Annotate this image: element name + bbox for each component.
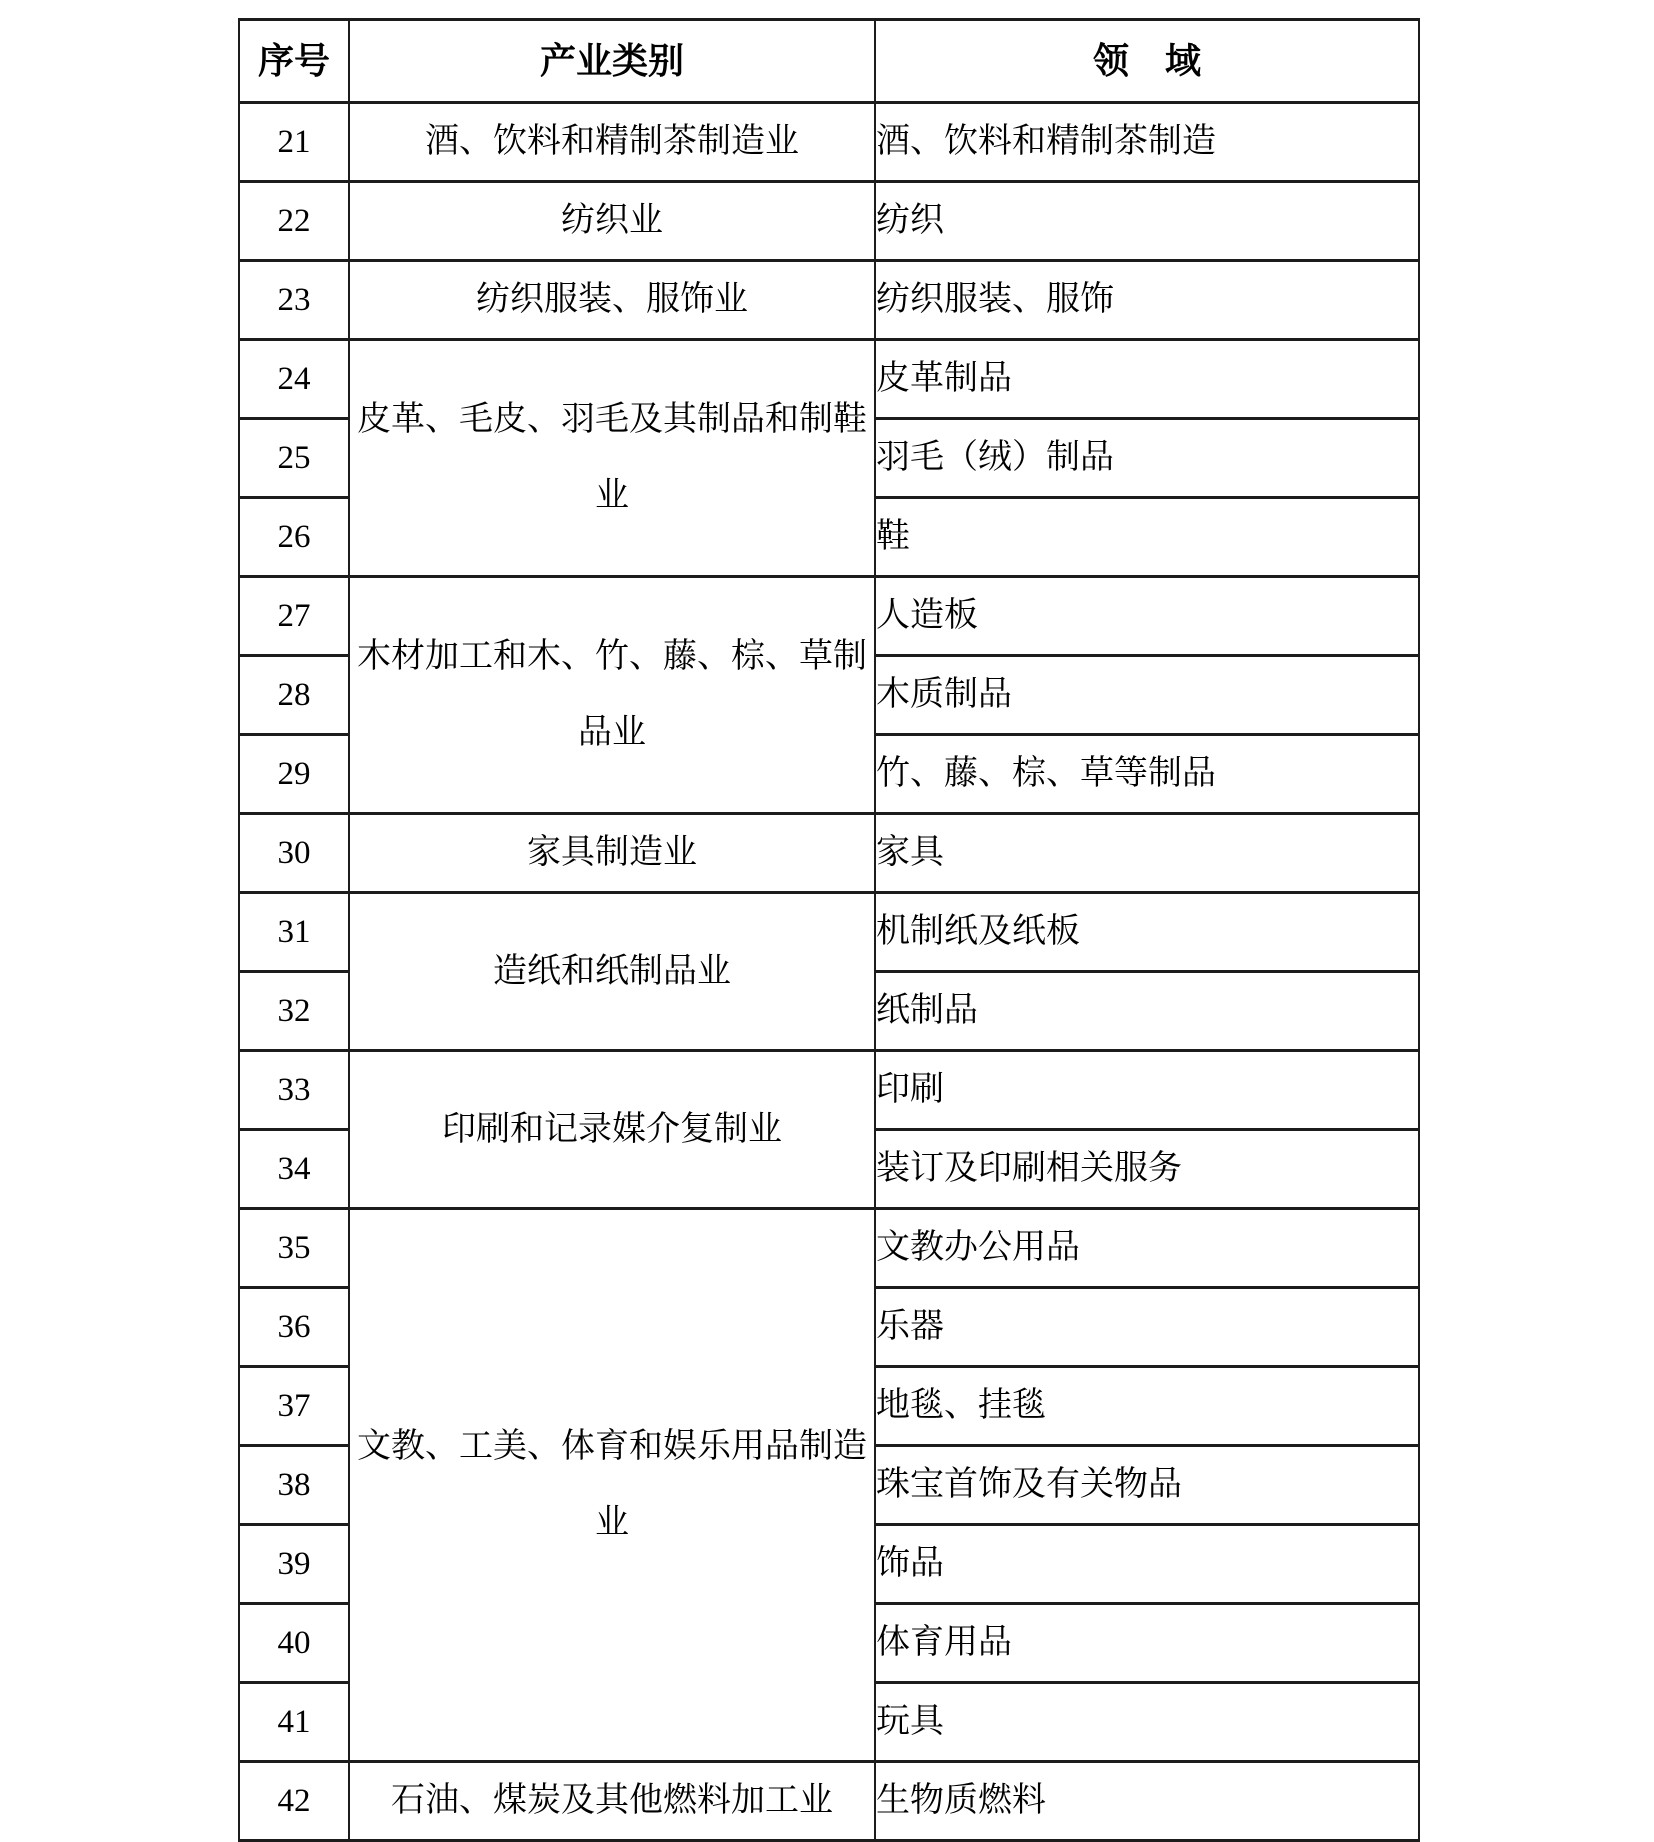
row-index-cell: 38 <box>239 1446 349 1525</box>
field-cell: 玩具 <box>875 1683 1419 1762</box>
row-index-cell: 42 <box>239 1762 349 1841</box>
table-row <box>239 182 1419 261</box>
field-cell: 纺织 <box>875 182 1419 261</box>
row-index-cell: 24 <box>239 340 349 419</box>
table-row <box>239 814 1419 893</box>
table-row <box>239 103 1419 182</box>
field-cell: 鞋 <box>875 498 1419 577</box>
field-cell: 装订及印刷相关服务 <box>875 1130 1419 1209</box>
category-cell: 造纸和纸制品业 <box>349 893 875 1051</box>
field-cell: 皮革制品 <box>875 340 1419 419</box>
row-index-cell: 39 <box>239 1525 349 1604</box>
row-index-cell: 23 <box>239 261 349 340</box>
field-cell: 纸制品 <box>875 972 1419 1051</box>
field-cell: 饰品 <box>875 1525 1419 1604</box>
field-cell: 印刷 <box>875 1051 1419 1130</box>
category-cell: 皮革、毛皮、羽毛及其制品和制鞋业 <box>349 340 875 577</box>
row-index-cell: 31 <box>239 893 349 972</box>
category-cell: 石油、煤炭及其他燃料加工业 <box>349 1762 875 1841</box>
category-cell: 纺织服装、服饰业 <box>349 261 875 340</box>
field-cell: 珠宝首饰及有关物品 <box>875 1446 1419 1525</box>
row-index-cell: 21 <box>239 103 349 182</box>
field-cell: 纺织服装、服饰 <box>875 261 1419 340</box>
row-index-cell: 36 <box>239 1288 349 1367</box>
header-cell-field: 领 域 <box>875 20 1419 103</box>
industry-category-table <box>238 18 1420 1842</box>
field-cell: 木质制品 <box>875 656 1419 735</box>
row-index-cell: 22 <box>239 182 349 261</box>
table-row <box>239 1051 1419 1130</box>
row-index-cell: 29 <box>239 735 349 814</box>
field-cell: 乐器 <box>875 1288 1419 1367</box>
row-index-cell: 28 <box>239 656 349 735</box>
field-cell: 竹、藤、棕、草等制品 <box>875 735 1419 814</box>
category-cell: 纺织业 <box>349 182 875 261</box>
table-row <box>239 1762 1419 1841</box>
row-index-cell: 34 <box>239 1130 349 1209</box>
row-index-cell: 26 <box>239 498 349 577</box>
table-row <box>239 261 1419 340</box>
field-cell: 羽毛（绒）制品 <box>875 419 1419 498</box>
category-cell: 木材加工和木、竹、藤、棕、草制品业 <box>349 577 875 814</box>
category-cell: 文教、工美、体育和娱乐用品制造业 <box>349 1209 875 1762</box>
table-row <box>239 340 1419 419</box>
category-cell: 印刷和记录媒介复制业 <box>349 1051 875 1209</box>
row-index-cell: 27 <box>239 577 349 656</box>
field-cell: 体育用品 <box>875 1604 1419 1683</box>
field-cell: 人造板 <box>875 577 1419 656</box>
category-cell: 家具制造业 <box>349 814 875 893</box>
row-index-cell: 40 <box>239 1604 349 1683</box>
row-index-cell: 32 <box>239 972 349 1051</box>
header-cell-category: 产业类别 <box>349 20 875 103</box>
category-cell: 酒、饮料和精制茶制造业 <box>349 103 875 182</box>
row-index-cell: 33 <box>239 1051 349 1130</box>
table-row <box>239 893 1419 972</box>
field-cell: 酒、饮料和精制茶制造 <box>875 103 1419 182</box>
field-cell: 家具 <box>875 814 1419 893</box>
field-cell: 文教办公用品 <box>875 1209 1419 1288</box>
table-header <box>239 20 1419 103</box>
header-cell-index: 序号 <box>239 20 349 103</box>
row-index-cell: 35 <box>239 1209 349 1288</box>
field-cell: 机制纸及纸板 <box>875 893 1419 972</box>
table-row <box>239 1209 1419 1288</box>
field-cell: 生物质燃料 <box>875 1762 1419 1841</box>
table-row <box>239 577 1419 656</box>
row-index-cell: 30 <box>239 814 349 893</box>
row-index-cell: 25 <box>239 419 349 498</box>
table-body <box>239 103 1419 1841</box>
table-header-row <box>239 20 1419 103</box>
row-index-cell: 41 <box>239 1683 349 1762</box>
field-cell: 地毯、挂毯 <box>875 1367 1419 1446</box>
row-index-cell: 37 <box>239 1367 349 1446</box>
